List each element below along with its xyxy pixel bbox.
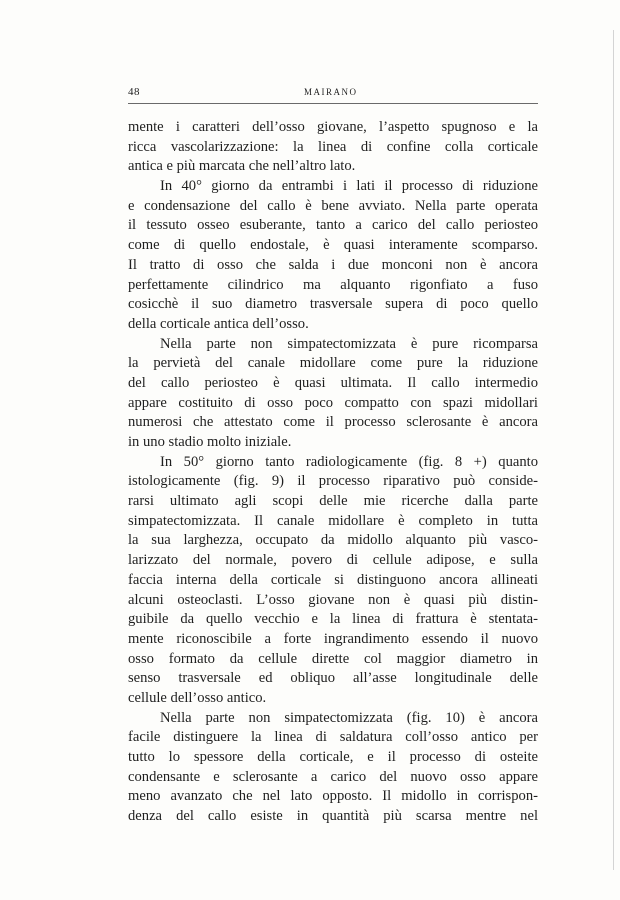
header-rule [128,103,538,104]
text-line: del callo periosteo è quasi ultimata. Il callo intermedio [128,374,538,391]
text-line: condensante e sclerosante a carico del nuovo osso appare [128,768,538,785]
text-line: ricca vascolarizzazione: la linea di confine colla corticale [128,138,538,155]
running-header [128,86,538,100]
body-text [128,118,538,827]
text-line: il tessuto osseo esuberante, tanto a carico del callo periosteo [128,217,538,234]
text-line: rarsi ultimato agli scopi delle mie ricerche dalla parte [128,493,538,510]
text-line: facile distinguere la linea di saldatura coll’osso antico per [128,729,538,746]
text-line: perfettamente cilindrico ma alquanto rigonfiato a fuso [128,276,538,293]
text-line: in uno stadio molto iniziale. [128,434,292,450]
text-line: come di quello endostale, è quasi interamente scomparso. [128,237,538,254]
text-line: istologicamente (fig. 9) il processo riparativo può conside- [128,473,538,490]
text-line: cosicchè il suo diametro trasversale supera di poco quello [128,296,538,313]
text-line: faccia interna della corticale si distinguono ancora allineati [128,571,538,588]
text-line: Nella parte non simpatectomizzata (fig. 10) è ancora [160,709,538,726]
page-number: 48 [128,86,140,98]
page-edge [613,30,614,870]
text-line: In 50° giorno tanto radiologicamente (fig. 8 +) quanto [160,453,538,470]
text-line: cellule dell’osso antico. [128,689,267,706]
text-line: guibile da quello vecchio e la linea di frattura è stentata- [128,611,538,628]
text-line: simpatectomizzata. Il canale midollare è completo in tutta [128,512,538,529]
text-line: mente riconoscibile a forte ingrandimento essendo il nuovo [128,630,538,647]
text-line: antica e più marcata che nell’altro lato. [128,158,356,175]
text-line: Nella parte non simpatectomizzata è pure ricomparsa [160,335,538,352]
text-line: meno avanzato che nel lato opposto. Il midollo in corrispon- [128,788,538,805]
text-line: tutto lo spessore della corticale, e il processo di osteite [128,749,538,765]
text-line: larizzato del normale, povero di cellule adipose, e sulla [128,552,538,569]
text-line: della corticale antica dell’osso. [128,315,309,332]
text-line: numerosi che attestato come il processo sclerosante è ancora [128,414,538,431]
text-line: la sua larghezza, occupato da midollo alquanto più vasco- [128,532,538,549]
text-line: Il tratto di osso che salda i due monconi non è ancora [128,256,538,273]
running-title: MAIRANO [304,87,358,97]
text-line: alcuni osteoclasti. L’osso giovane non è quasi più distin- [128,591,538,608]
text-line: appare costituito di osso poco compatto con spazi midollari [128,394,538,411]
text-line: senso trasversale ed obliquo all’asse longitudinale delle [128,670,538,687]
text-line: mente i caratteri dell’osso giovane, l’aspetto spugnoso e la [128,119,538,135]
text-line: e condensazione del callo è bene avviato. Nella parte operata [128,197,538,214]
text-line: osso formato da cellule dirette col maggior diametro in [128,650,538,667]
text-line: In 40° giorno da entrambi i lati il processo di riduzione [160,178,538,195]
text-line: la pervietà del canale midollare come pure la riduzione [128,355,538,372]
text-line: denza del callo esiste in quantità più scarsa mentre nel [128,808,538,825]
